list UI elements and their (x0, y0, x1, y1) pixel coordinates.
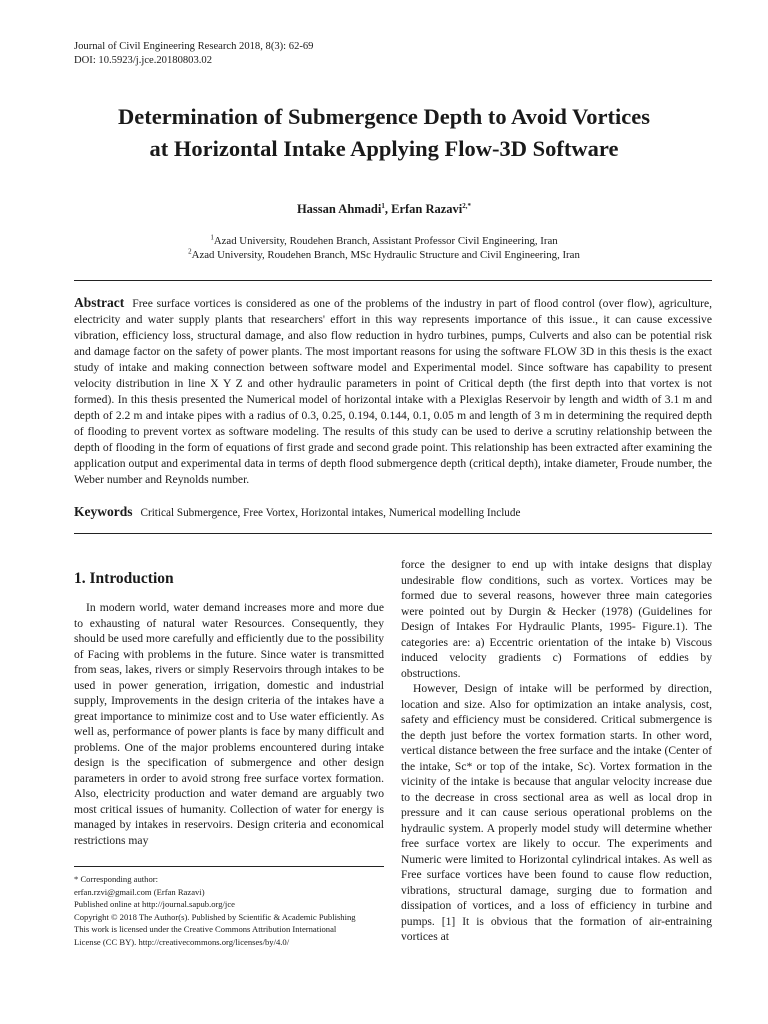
body-paragraph: force the designer to end up with intake designs that display undesirable flow conditions, such as vortex. Vortices may be formed due to several reasons, however three main categories were pointed out by Durgin & Hecker (1978) (Guidelines for Design of Intakes For Hydraulic Plants, 1995- Figure.1). The categories are: a) Eccentric orientation of the intake b) Viscous induced velocity gradients c) Formations of eddies by obstructions. (401, 558, 712, 680)
title-line-2: at Horizontal Intake Applying Flow-3D Software (149, 136, 619, 161)
footnote-line: Published online at http://journal.sapub.org/jce (74, 899, 235, 909)
footnote-line: Copyright © 2018 The Author(s). Published by Scientific & Academic Publishing (74, 911, 356, 922)
paper-title (60, 101, 708, 165)
footnote-line: * Corresponding author: (74, 874, 159, 884)
affiliation-mark: 1 (210, 233, 214, 242)
affiliation (0, 248, 768, 262)
body-paragraph: In modern world, water demand increases more and more due to exhausting of natural water Resources. Consequently, they should be used more carefully and efficiently due to the possibility of Facing with problems in the future. Since water is transmitted from seas, lakes, rivers or simply Reservoirs through intakes to be used in power generation, irrigation, domestic and industrial supply, Improvements in the design criteria of the intakes have a great importance to minimize cost and to Use water efficiently. As well as, performance of power plants is face by many difficult and problems. One of the major problems encountered during intake design is the specification of submergence and other design parameters in order to avoid strong free surface vortex formation. Also, electricity production and water demand are arguably two most critical issues of humanity. Collection of water for energy is managed by intakes in reservoirs. Design criteria and economical restrictions may (74, 601, 384, 847)
author-affiliation-mark: 2,* (462, 201, 472, 210)
journal-citation: Journal of Civil Engineering Research 2018, 8(3): 62-69 (74, 41, 314, 52)
author-list (0, 201, 768, 217)
section-heading: 1. Introduction (74, 570, 174, 587)
author-separator: , (384, 202, 392, 216)
author-name: Erfan Razavi (391, 202, 463, 216)
journal-header (74, 40, 313, 68)
title-line-1: Determination of Submergence Depth to Avoid Vortices (117, 104, 651, 129)
affiliation-text: Azad University, Roudehen Branch, MSc Hydraulic Structure and Civil Engineering, Iran (191, 249, 580, 261)
journal-doi: DOI: 10.5923/j.jce.20180803.02 (74, 55, 212, 66)
body-paragraph: However, Design of intake will be performed by direction, location and size. Also for optimization an intake analysis, cost, safety and efficiency must be considered. Critical submergence is the depth just before the vortex formation starts. In other word, vertical distance between the free surface and the intake (Center of the intake, Sc* or top of the intake, Sc). Vortex formation in the vicinity of the intake is because that angular velocity increase due to the decrease in cross sectional area as well as local drop in pressure and it can cause serious operational problems on the hydraulic system. A properly model study will determine whether free surface vortex are likely to occur. The experiments and Numeric were limited to Horizontal cylindrical intakes. As well as Free surface vortices have been found to cause flow reduction, vibrations, structural damage, surging due to formation and dissipation of vortices, and a loss of efficiency in turbine and pumps. [1] It is obvious that the formation of air-entraining vortices at (401, 682, 712, 943)
affiliations (0, 234, 768, 262)
abstract (74, 295, 712, 488)
author-affiliation-mark: 1 (381, 201, 385, 210)
footnote-line: erfan.rzvi@gmail.com (Erfan Razavi) (74, 886, 205, 897)
affiliation-text: Azad University, Roudehen Branch, Assistant Professor Civil Engineering, Iran (213, 235, 558, 247)
author-name: Hassan Ahmadi (296, 202, 382, 216)
affiliation (0, 234, 768, 248)
footnote-divider (74, 866, 384, 867)
abstract-text: Free surface vortices is considered as one of the problems of the industry in part of flood control (over flow), agriculture, electricity and water supply plants that researchers' effort in this way represents importance of this issue., it can cause excessive vibration, efficiency loss, structural damage, and also flow reduction in hydro turbines, pumps, Culverts and also can be potential risk and damage factor on the safety of power plants. The most important reasons for using the software FLOW 3D in this thesis is the exact study of intake and making connection between software model and Experimental model. Since software has capability to present velocity distribution in line X Y Z and other hydraulic parameters in point of Critical depth (the first depth into that vortex is not formed). In this thesis presented the Numerical model of horizontal intake with a Plexiglas Reservoir by length and width of 3.1 m and depth of 2.2 m and intake pipes with a radius of 0.3, 0.25, 0.194, 0.144, 0.1, 0.05 m and length of 3 m in determining the required depth of flooding to prevent vortex as software modeling. The results of this study can be used to derive a scrutiny relationship between the depth of flooding in the form of equations of first grade and second grade point. This relationship has been extracted after examining the application output and experimental data in terms of depth flood submergence depth (critical depth), intake diameter, Froude number, the Weber number and Reynolds number. (74, 297, 712, 486)
abstract-label: Abstract (74, 295, 125, 310)
abstract-divider (74, 533, 712, 534)
keywords (74, 504, 712, 521)
footnote-line: License (CC BY). http://creativecommons.org/licenses/by/4.0/ (74, 936, 290, 947)
right-column (401, 557, 712, 945)
left-column (74, 600, 384, 848)
footnote-line: This work is licensed under the Creative Commons Attribution International (74, 924, 337, 934)
footnotes (74, 873, 392, 948)
keywords-text: Critical Submergence, Free Vortex, Horizontal intakes, Numerical modelling Include (140, 507, 521, 519)
affiliation-mark: 2 (188, 247, 192, 256)
keywords-label: Keywords (74, 504, 133, 519)
header-divider (74, 280, 712, 281)
